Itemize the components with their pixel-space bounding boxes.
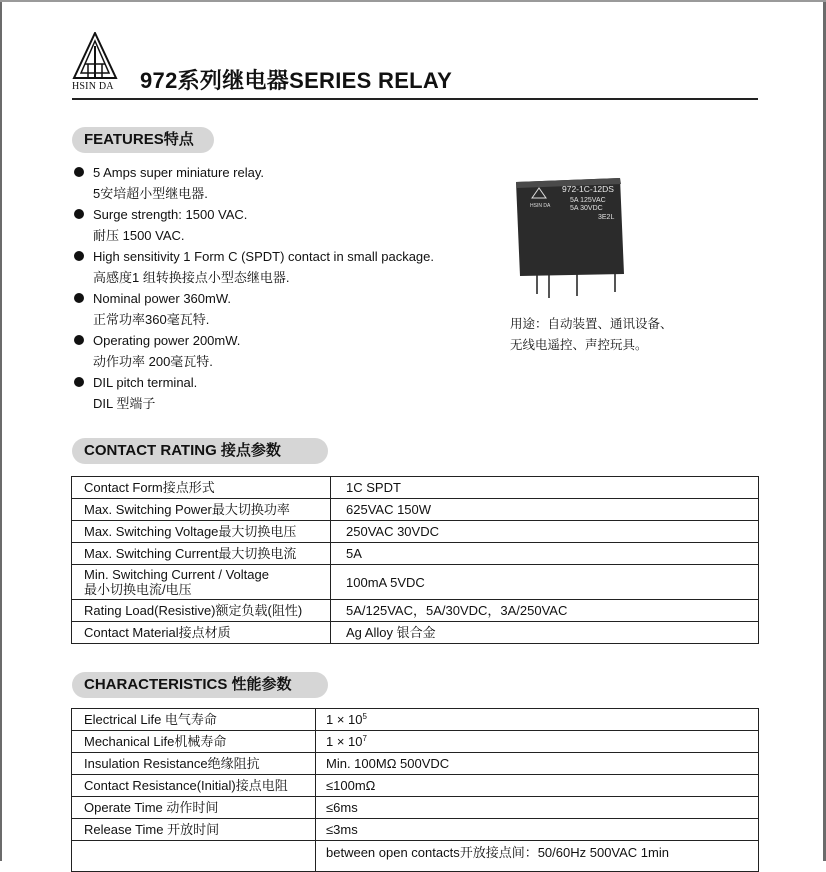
value-base: 1 × 10 — [326, 712, 363, 727]
logo-text: HSIN DA — [72, 81, 114, 92]
table-row — [72, 709, 759, 731]
relay-usage-note — [510, 314, 673, 356]
table-row — [72, 600, 759, 622]
table-row — [72, 499, 759, 521]
row-label: Mechanical Life机械寿命 — [72, 731, 316, 753]
table-row — [72, 543, 759, 565]
value-exponent: 7 — [362, 734, 367, 743]
feature-cn: 高感度1 组转换接点小型态继电器. — [93, 270, 290, 285]
usage-line: 无线电遥控、声控玩具。 — [510, 338, 648, 352]
page-border-top — [0, 0, 826, 2]
feature-cn: DIL 型端子 — [93, 396, 156, 411]
table-row — [72, 731, 759, 753]
row-value: 250VAC 30VDC — [331, 521, 759, 543]
bullet-icon — [74, 377, 84, 387]
page-border-left — [0, 0, 2, 861]
feature-en: Nominal power 360mW. — [93, 291, 231, 306]
feature-en: DIL pitch terminal. — [93, 375, 198, 390]
row-label: Release Time 开放时间 — [72, 819, 316, 841]
row-value: 625VAC 150W — [331, 499, 759, 521]
feature-cn: 耐压 1500 VAC. — [93, 228, 185, 243]
bullet-icon — [74, 167, 84, 177]
feature-item — [74, 162, 494, 204]
table-row — [72, 797, 759, 819]
row-label: Max. Switching Voltage最大切换电压 — [72, 521, 331, 543]
table-row — [72, 819, 759, 841]
bullet-icon — [74, 251, 84, 261]
bullet-icon — [74, 209, 84, 219]
page-title: 972系列继电器SERIES RELAY — [140, 68, 453, 93]
bullet-icon — [74, 293, 84, 303]
feature-item — [74, 372, 494, 414]
table-row — [72, 622, 759, 644]
relay-photo — [512, 176, 628, 300]
row-value — [316, 731, 759, 753]
table-row — [72, 775, 759, 797]
feature-cn: 正常功率360毫瓦特. — [93, 312, 210, 327]
row-label: Contact Form接点形式 — [72, 477, 331, 499]
row-value: 5A — [331, 543, 759, 565]
relay-rating-1: 5A 125VAC — [570, 197, 606, 204]
table-row — [72, 477, 759, 499]
relay-rating-2: 5A 30VDC — [570, 205, 603, 212]
row-label: Contact Resistance(Initial)接点电阻 — [72, 775, 316, 797]
feature-item — [74, 288, 494, 330]
feature-cn: 5安培超小型继电器. — [93, 186, 208, 201]
feature-cn: 动作功率 200毫瓦特. — [93, 354, 213, 369]
feature-en: Operating power 200mW. — [93, 333, 241, 348]
row-label: Contact Material接点材质 — [72, 622, 331, 644]
table-row — [72, 841, 759, 872]
bullet-icon — [74, 335, 84, 345]
row-value: between open contacts开放接点间：50/60Hz 500VAC 1min — [316, 841, 759, 872]
characteristics-table — [71, 708, 759, 872]
relay-model: 972-1C-12DS — [562, 184, 614, 194]
table-row — [72, 521, 759, 543]
row-value — [316, 709, 759, 731]
row-value: ≤6ms — [316, 797, 759, 819]
contact-rating-table — [71, 476, 759, 644]
feature-en: Surge strength: 1500 VAC. — [93, 207, 248, 222]
relay-brand: HSIN DA — [530, 203, 551, 209]
row-value: 100mA 5VDC — [331, 565, 759, 600]
feature-item — [74, 330, 494, 372]
feature-en: High sensitivity 1 Form C (SPDT) contact in small package. — [93, 249, 434, 264]
row-label: Electrical Life 电气寿命 — [72, 709, 316, 731]
feature-item — [74, 204, 494, 246]
feature-en: 5 Amps super miniature relay. — [93, 165, 264, 180]
row-value: Min. 100MΩ 500VDC — [316, 753, 759, 775]
usage-line: 用途：自动装置、通讯设备、 — [510, 317, 673, 331]
feature-item — [74, 246, 494, 288]
row-value: ≤100mΩ — [316, 775, 759, 797]
row-label: Max. Switching Power最大切换功率 — [72, 499, 331, 521]
table-row — [72, 753, 759, 775]
row-label: Max. Switching Current最大切换电流 — [72, 543, 331, 565]
row-value: Ag Alloy 银合金 — [331, 622, 759, 644]
row-value: 1C SPDT — [331, 477, 759, 499]
value-exponent: 5 — [362, 712, 367, 721]
features-heading: FEATURES特点 — [72, 127, 214, 153]
row-label: Operate Time 动作时间 — [72, 797, 316, 819]
row-label-en: Min. Switching Current / Voltage — [84, 567, 269, 582]
row-label: Rating Load(Resistive)额定负载(阻性) — [72, 600, 331, 622]
value-base: 1 × 10 — [326, 734, 363, 749]
row-value: ≤3ms — [316, 819, 759, 841]
row-label — [72, 565, 331, 600]
table-row — [72, 565, 759, 600]
characteristics-heading: CHARACTERISTICS 性能参数 — [72, 672, 328, 698]
row-value: 5A/125VAC，5A/30VDC，3A/250VAC — [331, 600, 759, 622]
relay-code: 3E2L — [598, 214, 615, 221]
row-label: Insulation Resistance绝缘阻抗 — [72, 753, 316, 775]
contact-rating-heading: CONTACT RATING 接点参数 — [72, 438, 328, 464]
row-label-cn: 最小切换电流/电压 — [84, 582, 192, 597]
features-list — [74, 162, 494, 414]
row-label — [72, 841, 316, 872]
title-divider — [72, 98, 758, 100]
